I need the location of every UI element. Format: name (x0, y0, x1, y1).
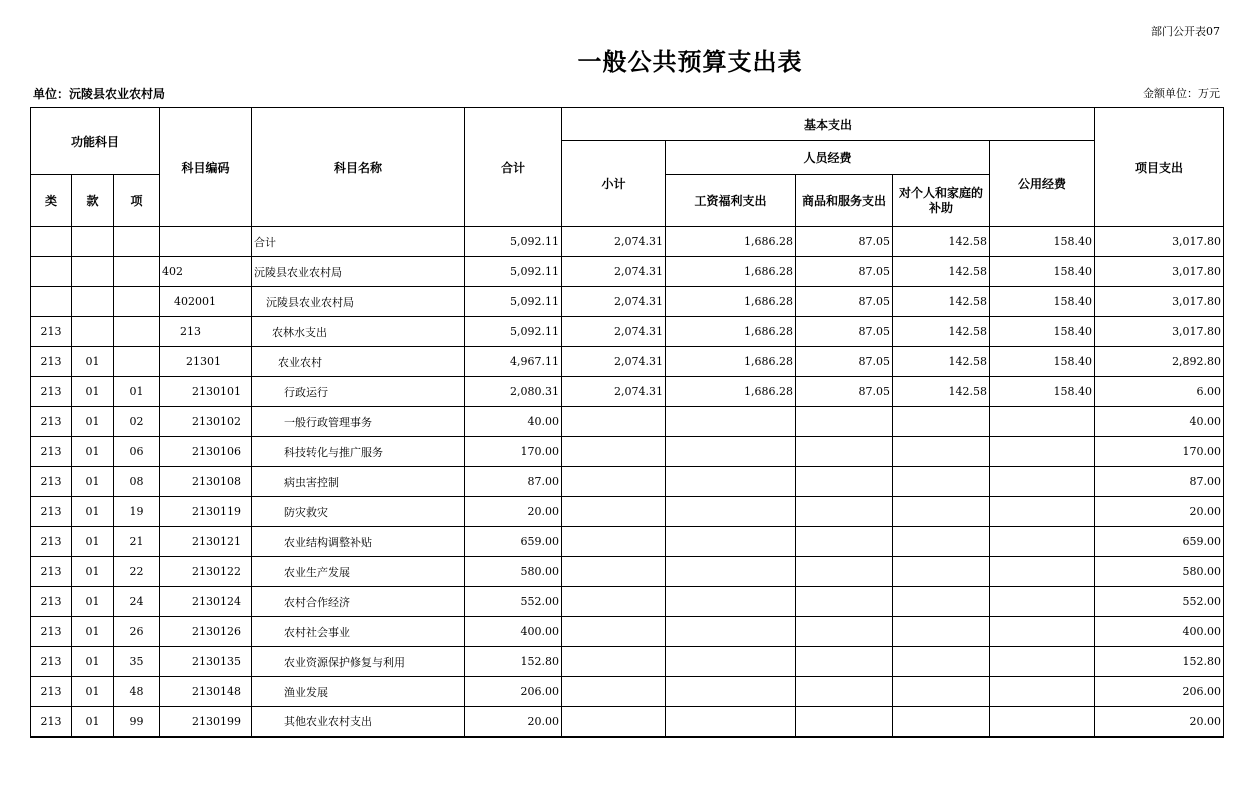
cell-kuan: 01 (72, 527, 114, 557)
header-code: 科目编码 (160, 108, 252, 227)
cell-subsidy: 142.58 (893, 257, 990, 287)
cell-total: 20.00 (465, 707, 562, 737)
table-row (31, 647, 1224, 677)
cell-goods (796, 587, 893, 617)
header-wages: 工资福利支出 (666, 175, 796, 227)
header-basic: 基本支出 (562, 108, 1095, 141)
cell-subtotal: 2,074.31 (562, 377, 666, 407)
cell-subsidy (893, 587, 990, 617)
cell-wages (666, 497, 796, 527)
table-row (31, 617, 1224, 647)
cell-subtotal (562, 467, 666, 497)
cell-code: 2130126 (160, 617, 252, 647)
table-row (31, 587, 1224, 617)
cell-xiang: 99 (114, 707, 160, 737)
cell-project: 20.00 (1095, 497, 1224, 527)
cell-kuan (72, 227, 114, 257)
cell-subtotal (562, 707, 666, 737)
header-lei: 类 (31, 175, 72, 227)
cell-wages (666, 647, 796, 677)
cell-public: 158.40 (990, 227, 1095, 257)
cell-lei: 213 (31, 527, 72, 557)
cell-total: 552.00 (465, 587, 562, 617)
cell-code: 2130199 (160, 707, 252, 737)
cell-subtotal (562, 407, 666, 437)
table-row (31, 467, 1224, 497)
cell-kuan: 01 (72, 407, 114, 437)
cell-code: 2130101 (160, 377, 252, 407)
table-row (31, 227, 1224, 257)
cell-subtotal (562, 437, 666, 467)
cell-kuan: 01 (72, 497, 114, 527)
header-personnel: 人员经费 (666, 141, 990, 175)
cell-code: 2130102 (160, 407, 252, 437)
cell-public (990, 497, 1095, 527)
cell-subtotal (562, 677, 666, 707)
cell-name: 农村合作经济 (252, 587, 465, 617)
cell-wages: 1,686.28 (666, 377, 796, 407)
cell-subsidy: 142.58 (893, 227, 990, 257)
cell-public (990, 407, 1095, 437)
table-row (31, 677, 1224, 707)
cell-xiang (114, 347, 160, 377)
cell-lei: 213 (31, 497, 72, 527)
cell-public (990, 437, 1095, 467)
cell-xiang (114, 317, 160, 347)
cell-wages (666, 587, 796, 617)
cell-subtotal (562, 617, 666, 647)
cell-kuan: 01 (72, 557, 114, 587)
header-total: 合计 (465, 108, 562, 227)
cell-subsidy: 142.58 (893, 347, 990, 377)
cell-lei: 213 (31, 467, 72, 497)
cell-goods (796, 557, 893, 587)
cell-public: 158.40 (990, 317, 1095, 347)
cell-total: 5,092.11 (465, 287, 562, 317)
cell-wages (666, 617, 796, 647)
cell-code: 2130148 (160, 677, 252, 707)
cell-kuan: 01 (72, 617, 114, 647)
cell-name: 渔业发展 (252, 677, 465, 707)
cell-xiang: 22 (114, 557, 160, 587)
table-row (31, 377, 1224, 407)
cell-public: 158.40 (990, 377, 1095, 407)
cell-goods: 87.05 (796, 257, 893, 287)
cell-subtotal (562, 587, 666, 617)
page-title: 一般公共预算支出表 (577, 48, 803, 76)
cell-total: 5,092.11 (465, 257, 562, 287)
cell-xiang: 08 (114, 467, 160, 497)
cell-public (990, 707, 1095, 737)
cell-total: 400.00 (465, 617, 562, 647)
cell-wages: 1,686.28 (666, 317, 796, 347)
cell-name: 农业资源保护修复与利用 (252, 647, 465, 677)
cell-project: 3,017.80 (1095, 227, 1224, 257)
cell-xiang: 26 (114, 617, 160, 647)
cell-kuan: 01 (72, 467, 114, 497)
cell-name: 沅陵县农业农村局 (252, 287, 465, 317)
cell-lei (31, 287, 72, 317)
cell-goods (796, 617, 893, 647)
cell-name: 合计 (252, 227, 465, 257)
header-kuan: 款 (72, 175, 114, 227)
cell-total: 40.00 (465, 407, 562, 437)
unit-label: 单位：沅陵县农业农村局 (33, 87, 166, 101)
cell-subtotal: 2,074.31 (562, 317, 666, 347)
cell-name: 农业结构调整补贴 (252, 527, 465, 557)
cell-name: 沅陵县农业农村局 (252, 257, 465, 287)
cell-wages: 1,686.28 (666, 347, 796, 377)
cell-project: 40.00 (1095, 407, 1224, 437)
cell-subsidy (893, 437, 990, 467)
cell-total: 4,967.11 (465, 347, 562, 377)
cell-lei: 213 (31, 707, 72, 737)
cell-code: 21301 (160, 347, 252, 377)
cell-project: 3,017.80 (1095, 317, 1224, 347)
cell-public: 158.40 (990, 347, 1095, 377)
budget-table (30, 107, 1224, 738)
cell-project: 2,892.80 (1095, 347, 1224, 377)
cell-kuan: 01 (72, 377, 114, 407)
header-name: 科目名称 (252, 108, 465, 227)
cell-project: 3,017.80 (1095, 257, 1224, 287)
cell-name: 病虫害控制 (252, 467, 465, 497)
cell-total: 152.80 (465, 647, 562, 677)
header-subsidy: 对个人和家庭的补助 (893, 175, 990, 227)
cell-lei: 213 (31, 377, 72, 407)
cell-lei (31, 227, 72, 257)
cell-subsidy (893, 617, 990, 647)
cell-subsidy (893, 467, 990, 497)
cell-public (990, 647, 1095, 677)
cell-subtotal (562, 647, 666, 677)
cell-goods (796, 647, 893, 677)
cell-public: 158.40 (990, 287, 1095, 317)
cell-lei: 213 (31, 347, 72, 377)
cell-subtotal: 2,074.31 (562, 227, 666, 257)
cell-goods (796, 407, 893, 437)
cell-xiang: 06 (114, 437, 160, 467)
cell-lei: 213 (31, 617, 72, 647)
cell-total: 5,092.11 (465, 227, 562, 257)
cell-project: 170.00 (1095, 437, 1224, 467)
cell-xiang: 48 (114, 677, 160, 707)
cell-code: 2130119 (160, 497, 252, 527)
cell-kuan: 01 (72, 677, 114, 707)
cell-name: 行政运行 (252, 377, 465, 407)
cell-wages (666, 527, 796, 557)
cell-kuan: 01 (72, 587, 114, 617)
cell-project: 87.00 (1095, 467, 1224, 497)
cell-goods (796, 497, 893, 527)
cell-goods (796, 527, 893, 557)
cell-subtotal (562, 497, 666, 527)
cell-public (990, 677, 1095, 707)
cell-total: 20.00 (465, 497, 562, 527)
cell-wages: 1,686.28 (666, 257, 796, 287)
cell-subsidy (893, 407, 990, 437)
cell-subsidy (893, 647, 990, 677)
cell-lei (31, 257, 72, 287)
cell-name: 科技转化与推广服务 (252, 437, 465, 467)
cell-total: 659.00 (465, 527, 562, 557)
cell-xiang (114, 257, 160, 287)
cell-xiang (114, 227, 160, 257)
table-row (31, 527, 1224, 557)
cell-total: 170.00 (465, 437, 562, 467)
cell-public (990, 617, 1095, 647)
cell-subsidy (893, 557, 990, 587)
cell-total: 87.00 (465, 467, 562, 497)
cell-goods: 87.05 (796, 317, 893, 347)
cell-project: 659.00 (1095, 527, 1224, 557)
cell-wages (666, 407, 796, 437)
cell-name: 一般行政管理事务 (252, 407, 465, 437)
cell-name: 农林水支出 (252, 317, 465, 347)
table-row (31, 347, 1224, 377)
cell-goods (796, 437, 893, 467)
cell-subtotal: 2,074.31 (562, 257, 666, 287)
cell-subsidy: 142.58 (893, 287, 990, 317)
cell-total: 2,080.31 (465, 377, 562, 407)
cell-kuan: 01 (72, 707, 114, 737)
cell-lei: 213 (31, 647, 72, 677)
cell-kuan (72, 257, 114, 287)
table-row (31, 257, 1224, 287)
cell-project: 400.00 (1095, 617, 1224, 647)
cell-name: 农村社会事业 (252, 617, 465, 647)
cell-subsidy (893, 527, 990, 557)
header-xiang: 项 (114, 175, 160, 227)
header-public: 公用经费 (990, 141, 1095, 227)
cell-wages: 1,686.28 (666, 287, 796, 317)
cell-goods: 87.05 (796, 377, 893, 407)
amount-unit: 金额单位：万元 (1143, 87, 1220, 100)
cell-public (990, 557, 1095, 587)
header-func-subject: 功能科目 (31, 108, 160, 175)
cell-xiang: 01 (114, 377, 160, 407)
cell-xiang: 21 (114, 527, 160, 557)
table-row (31, 287, 1224, 317)
cell-lei: 213 (31, 317, 72, 347)
table-row (31, 497, 1224, 527)
table-row (31, 707, 1224, 737)
cell-subtotal (562, 557, 666, 587)
cell-xiang (114, 287, 160, 317)
cell-goods: 87.05 (796, 227, 893, 257)
cell-total: 5,092.11 (465, 317, 562, 347)
cell-name: 其他农业农村支出 (252, 707, 465, 737)
cell-public (990, 527, 1095, 557)
cell-wages (666, 437, 796, 467)
cell-kuan: 01 (72, 347, 114, 377)
cell-code: 402001 (160, 287, 252, 317)
cell-code: 402 (160, 257, 252, 287)
cell-project: 20.00 (1095, 707, 1224, 737)
cell-wages: 1,686.28 (666, 227, 796, 257)
cell-lei: 213 (31, 557, 72, 587)
header-subtotal: 小计 (562, 141, 666, 227)
cell-subsidy: 142.58 (893, 317, 990, 347)
cell-name: 农业农村 (252, 347, 465, 377)
cell-project: 206.00 (1095, 677, 1224, 707)
cell-lei: 213 (31, 437, 72, 467)
cell-code: 2130106 (160, 437, 252, 467)
cell-goods: 87.05 (796, 287, 893, 317)
cell-subsidy (893, 497, 990, 527)
cell-kuan: 01 (72, 437, 114, 467)
cell-lei: 213 (31, 677, 72, 707)
cell-subsidy (893, 677, 990, 707)
cell-goods: 87.05 (796, 347, 893, 377)
cell-code: 2130124 (160, 587, 252, 617)
cell-project: 6.00 (1095, 377, 1224, 407)
cell-name: 防灾救灾 (252, 497, 465, 527)
cell-code: 2130122 (160, 557, 252, 587)
header-goods: 商品和服务支出 (796, 175, 893, 227)
cell-public: 158.40 (990, 257, 1095, 287)
cell-code (160, 227, 252, 257)
cell-subtotal (562, 527, 666, 557)
cell-wages (666, 707, 796, 737)
cell-kuan (72, 317, 114, 347)
cell-wages (666, 467, 796, 497)
header-project: 项目支出 (1095, 108, 1224, 227)
cell-kuan: 01 (72, 647, 114, 677)
cell-subsidy: 142.58 (893, 377, 990, 407)
cell-subtotal: 2,074.31 (562, 287, 666, 317)
cell-code: 2130135 (160, 647, 252, 677)
table-row (31, 437, 1224, 467)
cell-xiang: 02 (114, 407, 160, 437)
cell-kuan (72, 287, 114, 317)
cell-project: 3,017.80 (1095, 287, 1224, 317)
cell-xiang: 24 (114, 587, 160, 617)
cell-lei: 213 (31, 407, 72, 437)
cell-total: 580.00 (465, 557, 562, 587)
cell-code: 2130108 (160, 467, 252, 497)
cell-code: 2130121 (160, 527, 252, 557)
cell-goods (796, 467, 893, 497)
cell-project: 580.00 (1095, 557, 1224, 587)
table-row (31, 407, 1224, 437)
cell-public (990, 587, 1095, 617)
table-row (31, 317, 1224, 347)
form-code: 部门公开表07 (1151, 25, 1220, 38)
table-row (31, 557, 1224, 587)
cell-project: 152.80 (1095, 647, 1224, 677)
cell-wages (666, 677, 796, 707)
cell-total: 206.00 (465, 677, 562, 707)
cell-project: 552.00 (1095, 587, 1224, 617)
cell-code: 213 (160, 317, 252, 347)
cell-goods (796, 677, 893, 707)
cell-name: 农业生产发展 (252, 557, 465, 587)
cell-public (990, 467, 1095, 497)
cell-xiang: 19 (114, 497, 160, 527)
cell-xiang: 35 (114, 647, 160, 677)
cell-goods (796, 707, 893, 737)
cell-subsidy (893, 707, 990, 737)
cell-lei: 213 (31, 587, 72, 617)
cell-wages (666, 557, 796, 587)
cell-subtotal: 2,074.31 (562, 347, 666, 377)
